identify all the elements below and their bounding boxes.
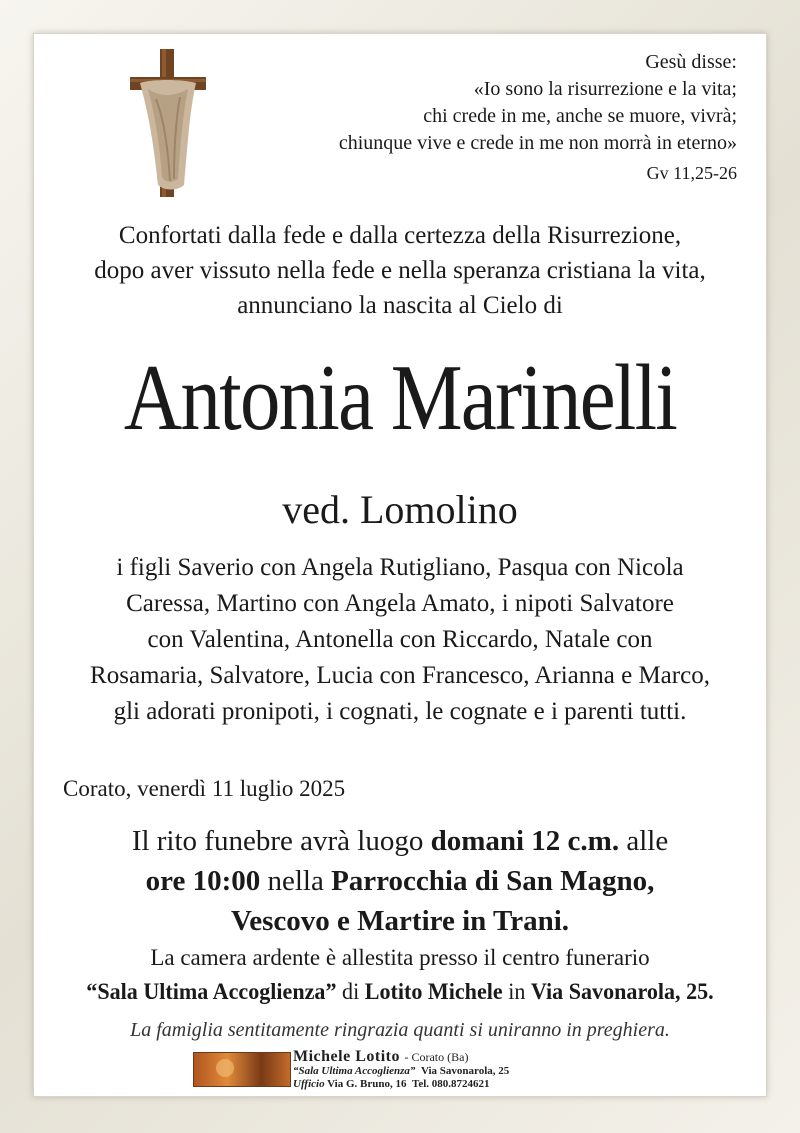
agency-hall-address: Via Savonarola, 25 xyxy=(420,1065,510,1077)
agency-hall-row xyxy=(293,1065,613,1078)
family-line: i figli Saverio con Angela Rutigliano, Pasqua con Nicola xyxy=(116,554,684,581)
funeral-line-3 xyxy=(33,901,767,941)
intro-line: annunciano la nascita al Cielo di xyxy=(237,292,563,319)
gospel-quote xyxy=(217,49,737,187)
family-line: gli adorati pronipoti, i cognati, le cognate e i parenti tutti. xyxy=(113,698,687,725)
quote-line: «Io sono la risurrezione e la vita; xyxy=(473,78,737,100)
chapel-line-1: La camera ardente è allestita presso il centro funerario xyxy=(150,945,650,970)
deceased-name: Antonia Marinelli xyxy=(123,346,677,450)
funeral-line-2 xyxy=(33,861,767,901)
chapel-address: Via Savonarola, 25. xyxy=(530,979,714,1004)
funeral-time: ore 10:00 xyxy=(145,865,261,897)
chapel-owner: Lotito Michele xyxy=(364,979,503,1004)
place-date: Corato, venerdì 11 luglio 2025 xyxy=(63,776,346,801)
agency-phone: Tel. 080.8724621 xyxy=(412,1078,490,1090)
agency-details xyxy=(293,1049,613,1091)
announcement-intro xyxy=(33,218,767,323)
funeral-date: domani 12 c.m. xyxy=(430,825,620,857)
chapel-info xyxy=(33,941,767,1009)
funeral-text: nella xyxy=(260,865,332,897)
quote-line: chiunque vive e crede in me non morrà in eterno» xyxy=(338,132,737,154)
funeral-church-detail: Vescovo e Martire in Trani. xyxy=(230,905,570,937)
funeral-agency xyxy=(193,1049,613,1089)
agency-title xyxy=(293,1049,613,1065)
family-thanks: La famiglia sentitamente ringrazia quanti si uniranno in preghiera. xyxy=(130,1019,670,1041)
agency-name: Michele Lotito xyxy=(293,1048,400,1065)
family-line: Caressa, Martino con Angela Amato, i nipoti Salvatore xyxy=(126,590,674,617)
quote-line: chi crede in me, anche se muore, vivrà; xyxy=(423,105,737,127)
agency-location: - Corato (Ba) xyxy=(404,1050,469,1064)
agency-office-address: Via G. Bruno, 16 xyxy=(327,1078,407,1090)
chapel-hall-name: “Sala Ultima Accoglienza” xyxy=(86,979,337,1004)
quote-reference: Gv 11,25-26 xyxy=(646,163,737,183)
chapel-text: di xyxy=(336,979,365,1004)
agency-office-row xyxy=(293,1078,613,1091)
family-line: Rosamaria, Salvatore, Lucia con Francesco, Arianna e Marco, xyxy=(90,662,710,689)
cross-with-shroud-icon xyxy=(130,49,206,197)
funeral-line-1 xyxy=(33,821,767,861)
intro-line: Confortati dalla fede e dalla certezza della Risurrezione, xyxy=(118,222,682,249)
family-line: con Valentina, Antonella con Riccardo, Natale con xyxy=(147,626,653,653)
quote-intro: Gesù disse: xyxy=(645,51,737,73)
intro-line: dopo aver vissuto nella fede e nella speranza cristiana la vita, xyxy=(94,257,706,284)
funeral-church: Parrocchia di San Magno, xyxy=(331,865,655,897)
obituary-sheet xyxy=(33,33,767,1097)
funeral-text: alle xyxy=(619,825,669,857)
funeral-info xyxy=(33,821,767,941)
chapel-text: in xyxy=(502,979,531,1004)
agency-hall-name: “Sala Ultima Accoglienza” xyxy=(293,1065,416,1077)
family-list xyxy=(33,550,767,730)
widow-of: ved. Lomolino xyxy=(282,487,518,532)
chapel-line-2 xyxy=(48,975,753,1009)
agency-photo xyxy=(193,1052,291,1087)
funeral-text: Il rito funebre avrà luogo xyxy=(131,825,431,857)
agency-office-label: Ufficio xyxy=(293,1078,325,1090)
